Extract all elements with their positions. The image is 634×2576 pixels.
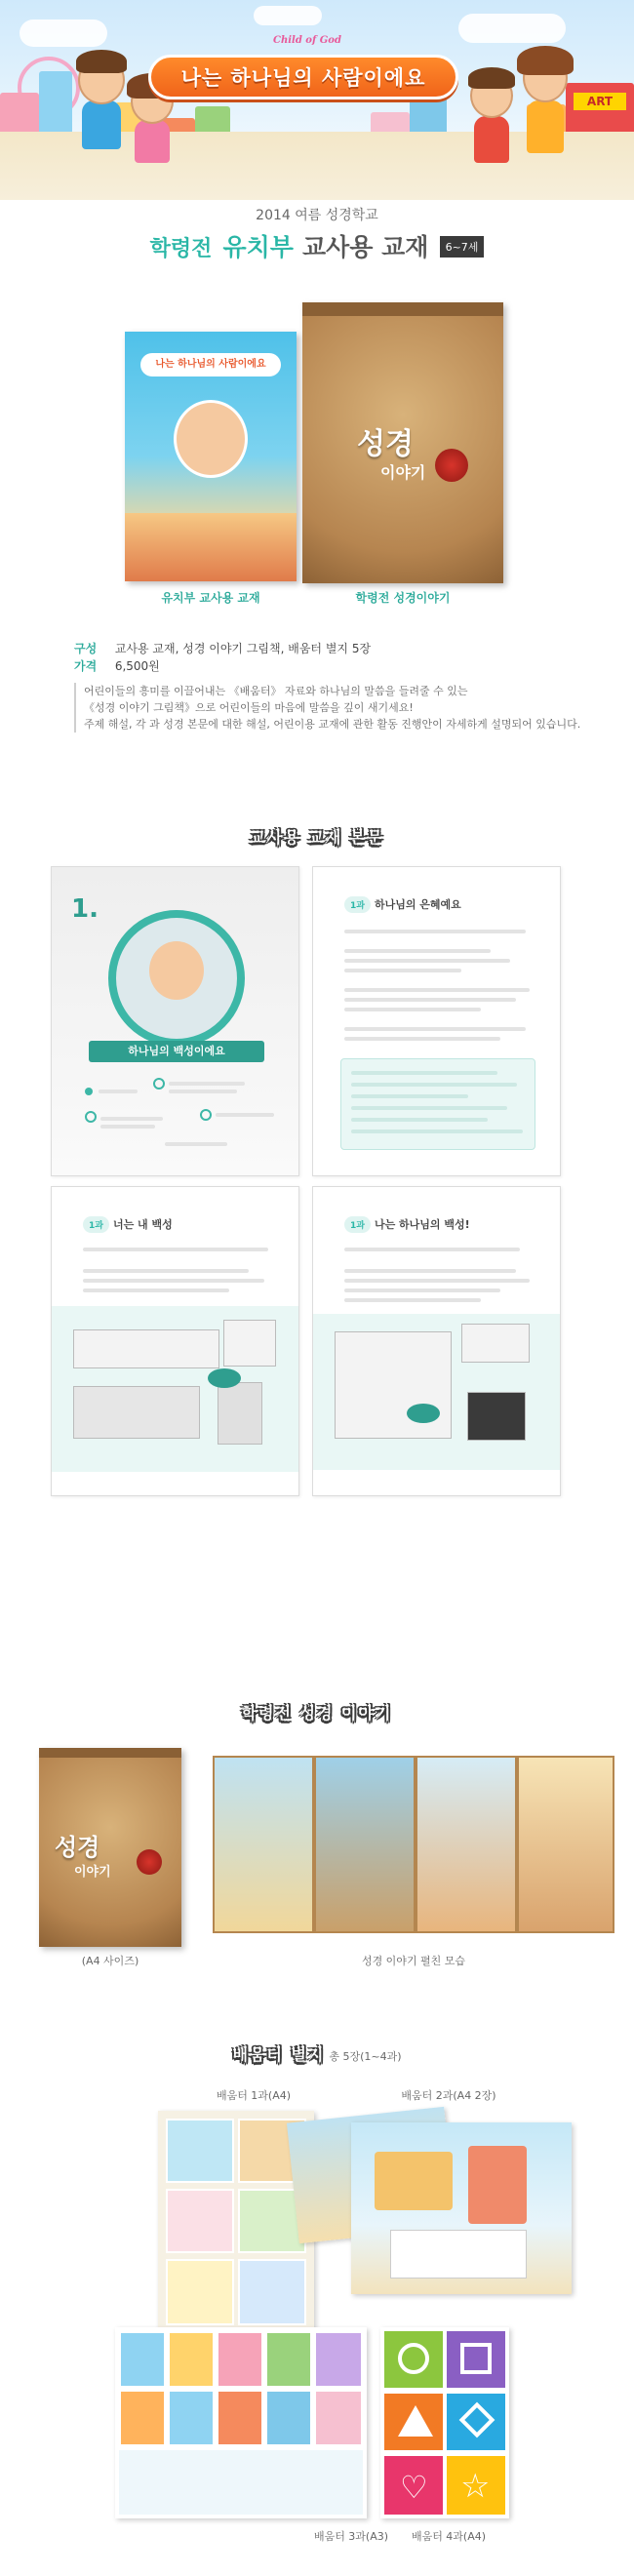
composition-label: 구성: [74, 642, 98, 655]
banner-subtitle: Child of God: [273, 35, 341, 46]
text-line: [83, 1288, 229, 1292]
square-icon: [460, 2343, 492, 2374]
story-caption: 학령전 성경이야기: [355, 591, 451, 605]
worksheet-lesson3: [115, 2327, 367, 2518]
story-title: 성경: [357, 427, 414, 461]
lesson-number: 1.: [71, 894, 99, 924]
cover-top-band: [302, 302, 503, 316]
craft-box: [218, 1382, 262, 1445]
craft-stand: [335, 1331, 452, 1439]
lesson-illustration-frame: [108, 910, 245, 1047]
text-line: [99, 1090, 138, 1093]
price-value: 6,500원: [114, 659, 160, 673]
hero-illustration: [0, 0, 634, 200]
text-line: [344, 1027, 526, 1031]
story-subtitle: 이야기: [380, 463, 426, 482]
text-line: [344, 969, 461, 972]
cloud: [20, 20, 107, 47]
text-line: [351, 1083, 517, 1087]
text-line: [344, 1298, 481, 1302]
text-line: [100, 1125, 155, 1129]
lesson-ribbon: 하나님의 백성이에요: [89, 1041, 264, 1062]
page-title: 하나님의 은혜예요: [374, 898, 461, 911]
description-line: 《성경 이야기 그림책》으로 어린이들의 마음에 말씀을 깊이 새기세요!: [84, 701, 414, 714]
price-row: [74, 657, 601, 675]
description-line: 주제 해설, 각 과 성경 본문에 대한 해설, 어린이용 교재에 관한 활동 진행안이 자세하게 설명되어 있습니다.: [84, 718, 581, 731]
text-line: [351, 1118, 488, 1122]
text-line: [344, 1248, 520, 1251]
text-line: [344, 988, 530, 992]
text-line: [344, 1008, 481, 1011]
text-line: [169, 1090, 237, 1093]
cover-caption: 유치부 교사용 교재: [161, 591, 260, 605]
worksheets-count: 총 5장(1~4과): [329, 2050, 402, 2063]
bible-story-book: [39, 1748, 181, 1947]
page-heading: [344, 1216, 470, 1233]
cloud: [458, 14, 566, 43]
text-line: [344, 998, 516, 1002]
text-line: [344, 949, 491, 953]
text-line: [344, 959, 510, 963]
star-icon: ☆: [460, 2467, 491, 2506]
craft-card: [461, 1324, 530, 1363]
title-part2: 유치부: [222, 233, 294, 261]
popup-panel: [213, 1756, 314, 1933]
bullet-ring: [153, 1078, 165, 1090]
bullet-dot: [85, 1088, 93, 1095]
wax-seal: [137, 1849, 162, 1875]
section-heading-textbook: 교사용 교재 본문: [250, 828, 384, 847]
text-line: [344, 1269, 516, 1273]
activity-box: [340, 1058, 535, 1150]
craft-board: [467, 1392, 526, 1441]
bullet-ring: [85, 1111, 97, 1123]
textbook-page: [51, 1186, 299, 1496]
composition-row: [74, 640, 601, 657]
page-heading: [83, 1216, 173, 1233]
text-line: [344, 930, 526, 933]
text-line: [83, 1248, 268, 1251]
popup-panel: [416, 1756, 517, 1933]
craft-piece: [223, 1320, 276, 1367]
triangle-icon: [398, 2405, 433, 2437]
art-sign: ART: [574, 93, 626, 110]
text-line: [351, 1071, 497, 1075]
worksheet-caption: 배움터 3과(A3): [313, 2530, 389, 2543]
bible-story-cover: [302, 302, 503, 583]
cover-title: 나는 하나님의 사람이에요: [140, 353, 281, 376]
product-info: [74, 640, 601, 733]
text-line: [165, 1142, 227, 1146]
description-line: 어린이들의 흥미를 이끌어내는 《배움터》 자료와 하나님의 말씀을 들려줄 수 있는: [84, 685, 468, 697]
worksheet-lesson4: [380, 2327, 509, 2518]
section-heading-worksheets: [0, 2042, 634, 2065]
cloud: [254, 6, 322, 25]
popup-book-spread: [213, 1744, 614, 1945]
wax-seal: [435, 449, 468, 482]
title-part1: 학령전: [149, 237, 213, 261]
description: [74, 683, 601, 733]
popup-caption: 성경 이야기 펼친 모습: [361, 1955, 466, 1967]
title-part3: 교사용 교재: [302, 233, 429, 261]
text-line: [216, 1113, 274, 1117]
bullet-ring: [200, 1109, 212, 1121]
cover-town: [125, 513, 297, 581]
lesson-character: [149, 941, 204, 1000]
text-line: [351, 1094, 468, 1098]
story-subtitle: 이야기: [74, 1865, 111, 1880]
textbook-page: [312, 866, 561, 1176]
book-size-caption: (A4 사이즈): [81, 1955, 139, 1967]
hero-banner: [148, 55, 458, 99]
girl-character: [515, 40, 575, 171]
age-badge: 6~7세: [440, 236, 485, 258]
boy-character: [464, 63, 519, 171]
worksheets-title: 배움터 별지: [232, 2045, 326, 2064]
textbook-page: [51, 866, 299, 1176]
textbook-page: [312, 1186, 561, 1496]
popup-panel: [314, 1756, 416, 1933]
cover-top-band: [39, 1748, 181, 1758]
banner-text: 나는 하나님의 사람이에요: [180, 66, 426, 90]
text-line: [351, 1106, 507, 1110]
price-label: 가격: [74, 659, 98, 673]
teacher-book-cover: [125, 332, 297, 581]
cover-character: [174, 400, 248, 478]
worksheet-caption: 배움터 4과(A4): [411, 2530, 487, 2543]
heart-icon: ♡: [400, 2469, 428, 2506]
page-title: 나는 하나님의 백성!: [374, 1218, 470, 1231]
year-line: 2014 여름 성경학교: [256, 208, 378, 223]
composition-value: 교사용 교재, 성경 이야기 그림책, 배움터 별지 5장: [114, 642, 372, 655]
craft-strip: [73, 1329, 219, 1368]
text-line: [351, 1129, 523, 1133]
text-line: [344, 1288, 500, 1292]
text-line: [169, 1082, 245, 1086]
story-title: 성경: [55, 1834, 100, 1861]
page-heading: [344, 896, 461, 913]
page-title: 너는 내 백성: [112, 1218, 173, 1231]
text-line: [100, 1117, 163, 1121]
worksheet-caption: 배움터 2과(A4 2장): [401, 2089, 496, 2102]
text-line: [83, 1269, 249, 1273]
craft-folded: [73, 1386, 200, 1439]
circle-icon: [398, 2343, 429, 2374]
lesson-badge: 1과: [344, 896, 371, 913]
worksheet-lesson2-sheet2: [351, 2122, 572, 2294]
section-heading-bible-story: 학령전 성경 이야기: [241, 1704, 393, 1723]
product-title: [0, 228, 634, 263]
boy-character: [72, 44, 131, 171]
text-line: [344, 1037, 500, 1041]
lesson-badge: 1과: [344, 1216, 371, 1233]
done-bubble: [407, 1404, 440, 1423]
text-line: [344, 1279, 530, 1283]
lesson-badge: 1과: [83, 1216, 109, 1233]
text-line: [83, 1279, 264, 1283]
done-bubble: [208, 1368, 241, 1388]
popup-panel: [517, 1756, 614, 1933]
worksheet-caption: 배움터 1과(A4): [216, 2089, 292, 2102]
